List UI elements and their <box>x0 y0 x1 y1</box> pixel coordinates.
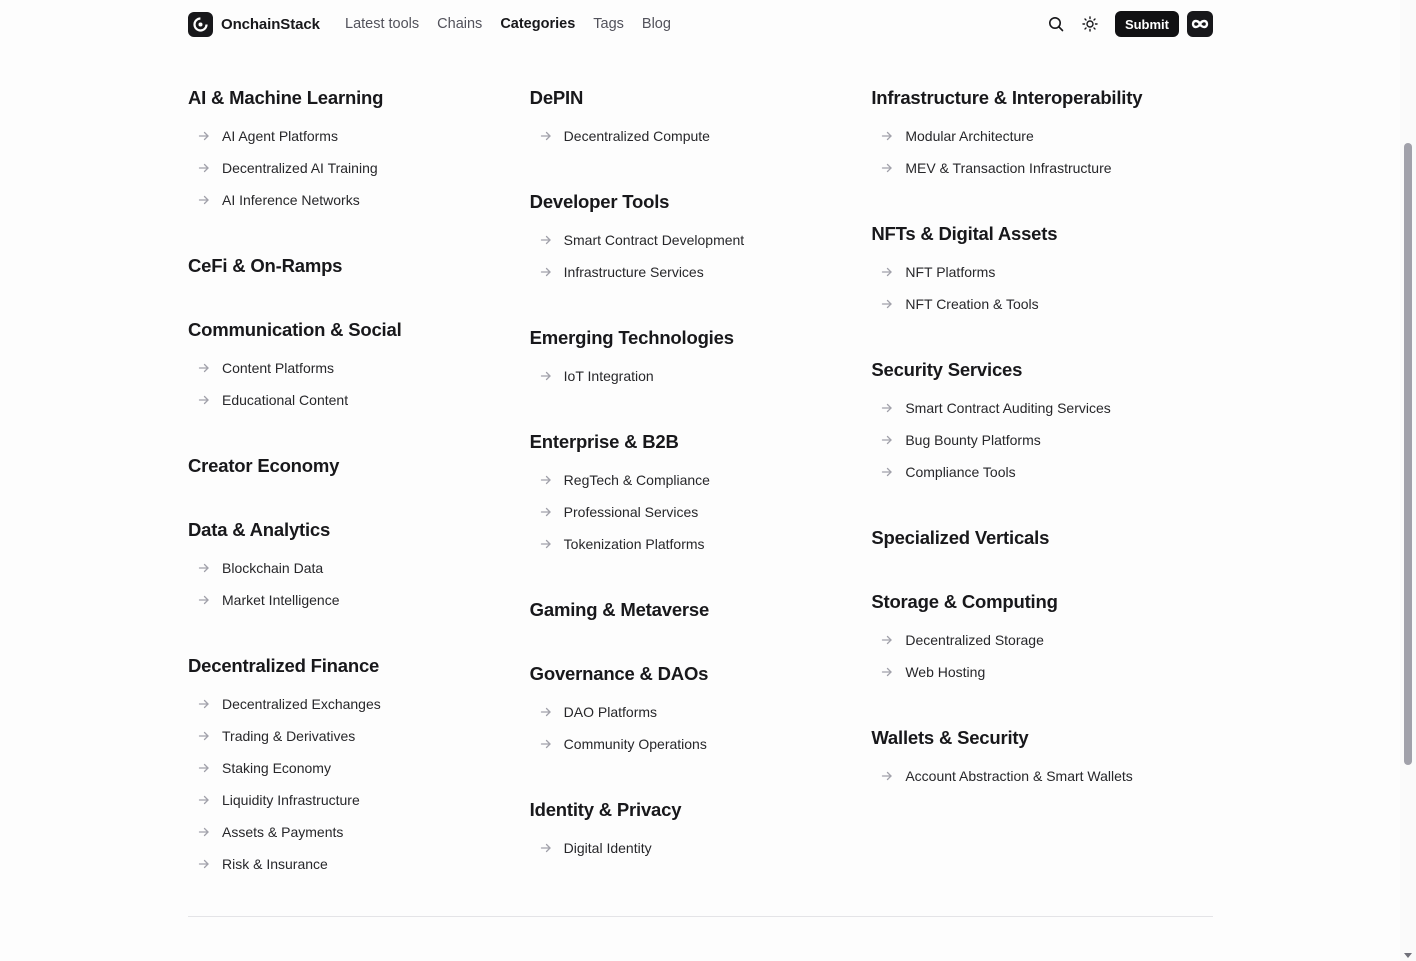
arrow-right-icon <box>879 664 895 680</box>
infinity-icon[interactable] <box>1187 11 1213 37</box>
subcategory-link[interactable] <box>188 848 530 880</box>
brand-name: OnchainStack <box>221 16 320 33</box>
arrow-right-icon <box>879 128 895 144</box>
subcategory-link[interactable] <box>530 528 872 560</box>
arrow-right-icon <box>196 560 212 576</box>
arrow-right-icon <box>538 504 554 520</box>
arrow-right-icon <box>538 536 554 552</box>
subcategory-link[interactable] <box>188 784 530 816</box>
subcategory-label: Modular Architecture <box>905 128 1034 144</box>
category-group <box>530 84 872 152</box>
category-title-infrastructure-and-interoperability[interactable]: Infrastructure & Interoperability <box>871 87 1143 108</box>
subcategory-link[interactable] <box>871 288 1213 320</box>
subcategory-label: AI Agent Platforms <box>222 128 338 144</box>
subcategory-list <box>871 256 1213 320</box>
subcategory-link[interactable] <box>871 152 1213 184</box>
arrow-right-icon <box>196 824 212 840</box>
category-title-gaming-and-metaverse[interactable]: Gaming & Metaverse <box>529 599 710 620</box>
subcategory-label: Trading & Derivatives <box>222 728 356 744</box>
submit-button[interactable]: Submit <box>1115 11 1179 37</box>
arrow-right-icon <box>538 704 554 720</box>
subcategory-label: Decentralized Compute <box>563 128 710 144</box>
category-title-creator-economy[interactable]: Creator Economy <box>188 455 340 476</box>
subcategory-list <box>188 552 530 616</box>
category-group <box>530 188 872 288</box>
nav-blog[interactable]: Blog <box>641 16 671 32</box>
logo-icon <box>188 12 213 37</box>
brand-logo[interactable] <box>188 12 320 37</box>
category-title-wallets-and-security[interactable]: Wallets & Security <box>871 727 1029 748</box>
category-group <box>871 220 1213 320</box>
arrow-right-icon <box>538 368 554 384</box>
subcategory-link[interactable] <box>871 256 1213 288</box>
category-group <box>871 724 1213 792</box>
subcategory-label: Compliance Tools <box>905 464 1016 480</box>
nav-latest-tools[interactable]: Latest tools <box>345 16 420 32</box>
subcategory-link[interactable] <box>871 624 1213 656</box>
category-group <box>188 652 530 880</box>
site-header <box>0 0 1416 50</box>
category-title-specialized-verticals[interactable]: Specialized Verticals <box>871 527 1050 548</box>
subcategory-link[interactable] <box>530 832 872 864</box>
category-group <box>530 596 872 624</box>
subcategory-label: Content Platforms <box>222 360 335 376</box>
arrow-right-icon <box>879 296 895 312</box>
subcategory-label: DAO Platforms <box>563 704 658 720</box>
subcategory-list <box>188 688 530 880</box>
subcategory-list <box>530 464 872 560</box>
category-title-communication-and-social[interactable]: Communication & Social <box>188 319 402 340</box>
arrow-right-icon <box>196 360 212 376</box>
category-title-nfts-and-digital-assets[interactable]: NFTs & Digital Assets <box>871 223 1058 244</box>
subcategory-label: Tokenization Platforms <box>563 536 705 552</box>
category-title-decentralized-finance[interactable]: Decentralized Finance <box>188 655 380 676</box>
category-title-developer-tools[interactable]: Developer Tools <box>529 191 670 212</box>
category-group <box>188 452 530 480</box>
subcategory-link[interactable] <box>188 752 530 784</box>
arrow-right-icon <box>196 160 212 176</box>
subcategory-list <box>530 120 872 152</box>
subcategory-link[interactable] <box>188 184 530 216</box>
subcategory-label: RegTech & Compliance <box>563 472 710 488</box>
subcategory-link[interactable] <box>530 496 872 528</box>
category-column <box>871 84 1213 916</box>
category-group <box>871 356 1213 488</box>
subcategory-label: AI Inference Networks <box>222 192 360 208</box>
subcategory-link[interactable] <box>188 120 530 152</box>
subcategory-list <box>871 760 1213 792</box>
subcategory-link[interactable] <box>871 656 1213 688</box>
arrow-right-icon <box>196 128 212 144</box>
arrow-right-icon <box>196 760 212 776</box>
subcategory-list <box>871 120 1213 184</box>
subcategory-link[interactable] <box>871 120 1213 152</box>
scrollbar[interactable] <box>1400 0 1416 961</box>
subcategory-link[interactable] <box>871 760 1213 792</box>
category-title-security-services[interactable]: Security Services <box>871 359 1023 380</box>
arrow-right-icon <box>538 232 554 248</box>
subcategory-link[interactable] <box>871 392 1213 424</box>
subcategory-link[interactable] <box>188 552 530 584</box>
arrow-right-icon <box>879 768 895 784</box>
arrow-right-icon <box>538 840 554 856</box>
category-group <box>188 84 530 216</box>
subcategory-label: NFT Creation & Tools <box>905 296 1039 312</box>
subcategory-label: NFT Platforms <box>905 264 996 280</box>
header-actions <box>1045 11 1213 37</box>
arrow-right-icon <box>196 856 212 872</box>
main-nav <box>345 16 671 32</box>
category-title-ai-and-machine-learning[interactable]: AI & Machine Learning <box>188 87 384 108</box>
subcategory-link[interactable] <box>188 152 530 184</box>
category-group <box>188 316 530 416</box>
scrollbar-thumb[interactable] <box>1404 143 1412 765</box>
subcategory-label: Staking Economy <box>222 760 331 776</box>
search-icon[interactable] <box>1045 11 1067 37</box>
subcategory-label: MEV & Transaction Infrastructure <box>905 160 1112 176</box>
subcategory-label: Educational Content <box>222 392 349 408</box>
subcategory-list <box>871 392 1213 488</box>
subcategory-link[interactable] <box>188 688 530 720</box>
subcategory-label: Community Operations <box>563 736 707 752</box>
footer-divider <box>188 916 1213 917</box>
subcategory-link[interactable] <box>530 696 872 728</box>
subcategory-label: Decentralized Storage <box>905 632 1044 648</box>
arrow-right-icon <box>538 472 554 488</box>
subcategory-link[interactable] <box>188 816 530 848</box>
subcategory-list <box>530 696 872 760</box>
category-group <box>530 796 872 864</box>
category-column <box>188 84 530 916</box>
subcategory-label: Market Intelligence <box>222 592 340 608</box>
category-group <box>530 660 872 760</box>
subcategory-link[interactable] <box>530 728 872 760</box>
subcategory-link[interactable] <box>871 424 1213 456</box>
subcategory-list <box>188 120 530 216</box>
subcategory-label: Assets & Payments <box>222 824 344 840</box>
subcategory-list <box>530 360 872 392</box>
subcategory-link[interactable] <box>188 384 530 416</box>
subcategory-label: Blockchain Data <box>222 560 324 576</box>
category-group <box>871 84 1213 184</box>
subcategory-label: Digital Identity <box>563 840 652 856</box>
arrow-right-icon <box>196 792 212 808</box>
arrow-right-icon <box>879 464 895 480</box>
categories-grid <box>188 84 1213 916</box>
category-group <box>871 524 1213 552</box>
category-title-cefi-and-on-ramps[interactable]: CeFi & On-Ramps <box>188 255 343 276</box>
subcategory-label: Decentralized AI Training <box>222 160 378 176</box>
category-title-emerging-technologies[interactable]: Emerging Technologies <box>529 327 734 348</box>
category-title-governance-and-daos[interactable]: Governance & DAOs <box>529 663 709 684</box>
category-title-storage-and-computing[interactable]: Storage & Computing <box>871 591 1058 612</box>
subcategory-label: Smart Contract Development <box>563 232 745 248</box>
arrow-right-icon <box>879 160 895 176</box>
subcategory-link[interactable] <box>188 720 530 752</box>
subcategory-label: Risk & Insurance <box>222 856 328 872</box>
subcategory-list <box>530 224 872 288</box>
subcategory-label: Web Hosting <box>905 664 986 680</box>
arrow-right-icon <box>196 392 212 408</box>
arrow-right-icon <box>196 728 212 744</box>
category-group <box>188 516 530 616</box>
subcategory-link[interactable] <box>530 224 872 256</box>
arrow-right-icon <box>538 128 554 144</box>
category-group <box>188 252 530 280</box>
subcategory-link[interactable] <box>530 360 872 392</box>
arrow-right-icon <box>879 400 895 416</box>
subcategory-link[interactable] <box>188 584 530 616</box>
subcategory-label: IoT Integration <box>563 368 654 384</box>
subcategory-label: Decentralized Exchanges <box>222 696 381 712</box>
nav-chains[interactable]: Chains <box>437 16 483 32</box>
nav-categories[interactable]: Categories <box>500 16 576 32</box>
subcategory-label: Smart Contract Auditing Services <box>905 400 1111 416</box>
arrow-right-icon <box>196 192 212 208</box>
subcategory-label: Account Abstraction & Smart Wallets <box>905 768 1133 784</box>
category-title-data-and-analytics[interactable]: Data & Analytics <box>188 519 331 540</box>
subcategory-list <box>871 624 1213 688</box>
subcategory-link[interactable] <box>530 120 872 152</box>
subcategory-label: Infrastructure Services <box>563 264 704 280</box>
subcategory-link[interactable] <box>871 456 1213 488</box>
arrow-right-icon <box>879 264 895 280</box>
arrow-right-icon <box>538 736 554 752</box>
subcategory-label: Professional Services <box>563 504 699 520</box>
subcategory-label: Bug Bounty Platforms <box>905 432 1041 448</box>
arrow-right-icon <box>196 592 212 608</box>
category-title-enterprise-and-b2b[interactable]: Enterprise & B2B <box>529 431 679 452</box>
nav-tags[interactable]: Tags <box>593 16 624 32</box>
arrow-right-icon <box>196 696 212 712</box>
category-group <box>530 324 872 392</box>
arrow-right-icon <box>538 264 554 280</box>
sun-icon[interactable] <box>1079 11 1101 37</box>
arrow-right-icon <box>879 432 895 448</box>
category-group <box>871 588 1213 688</box>
subcategory-list <box>188 352 530 416</box>
category-title-depin[interactable]: DePIN <box>529 87 584 108</box>
subcategory-link[interactable] <box>188 352 530 384</box>
subcategory-link[interactable] <box>530 464 872 496</box>
subcategory-link[interactable] <box>530 256 872 288</box>
subcategory-label: Liquidity Infrastructure <box>222 792 360 808</box>
scroll-down-arrow-icon[interactable] <box>1404 953 1412 958</box>
category-group <box>530 428 872 560</box>
arrow-right-icon <box>879 632 895 648</box>
category-title-identity-and-privacy[interactable]: Identity & Privacy <box>529 799 682 820</box>
subcategory-list <box>530 832 872 864</box>
category-column <box>530 84 872 916</box>
